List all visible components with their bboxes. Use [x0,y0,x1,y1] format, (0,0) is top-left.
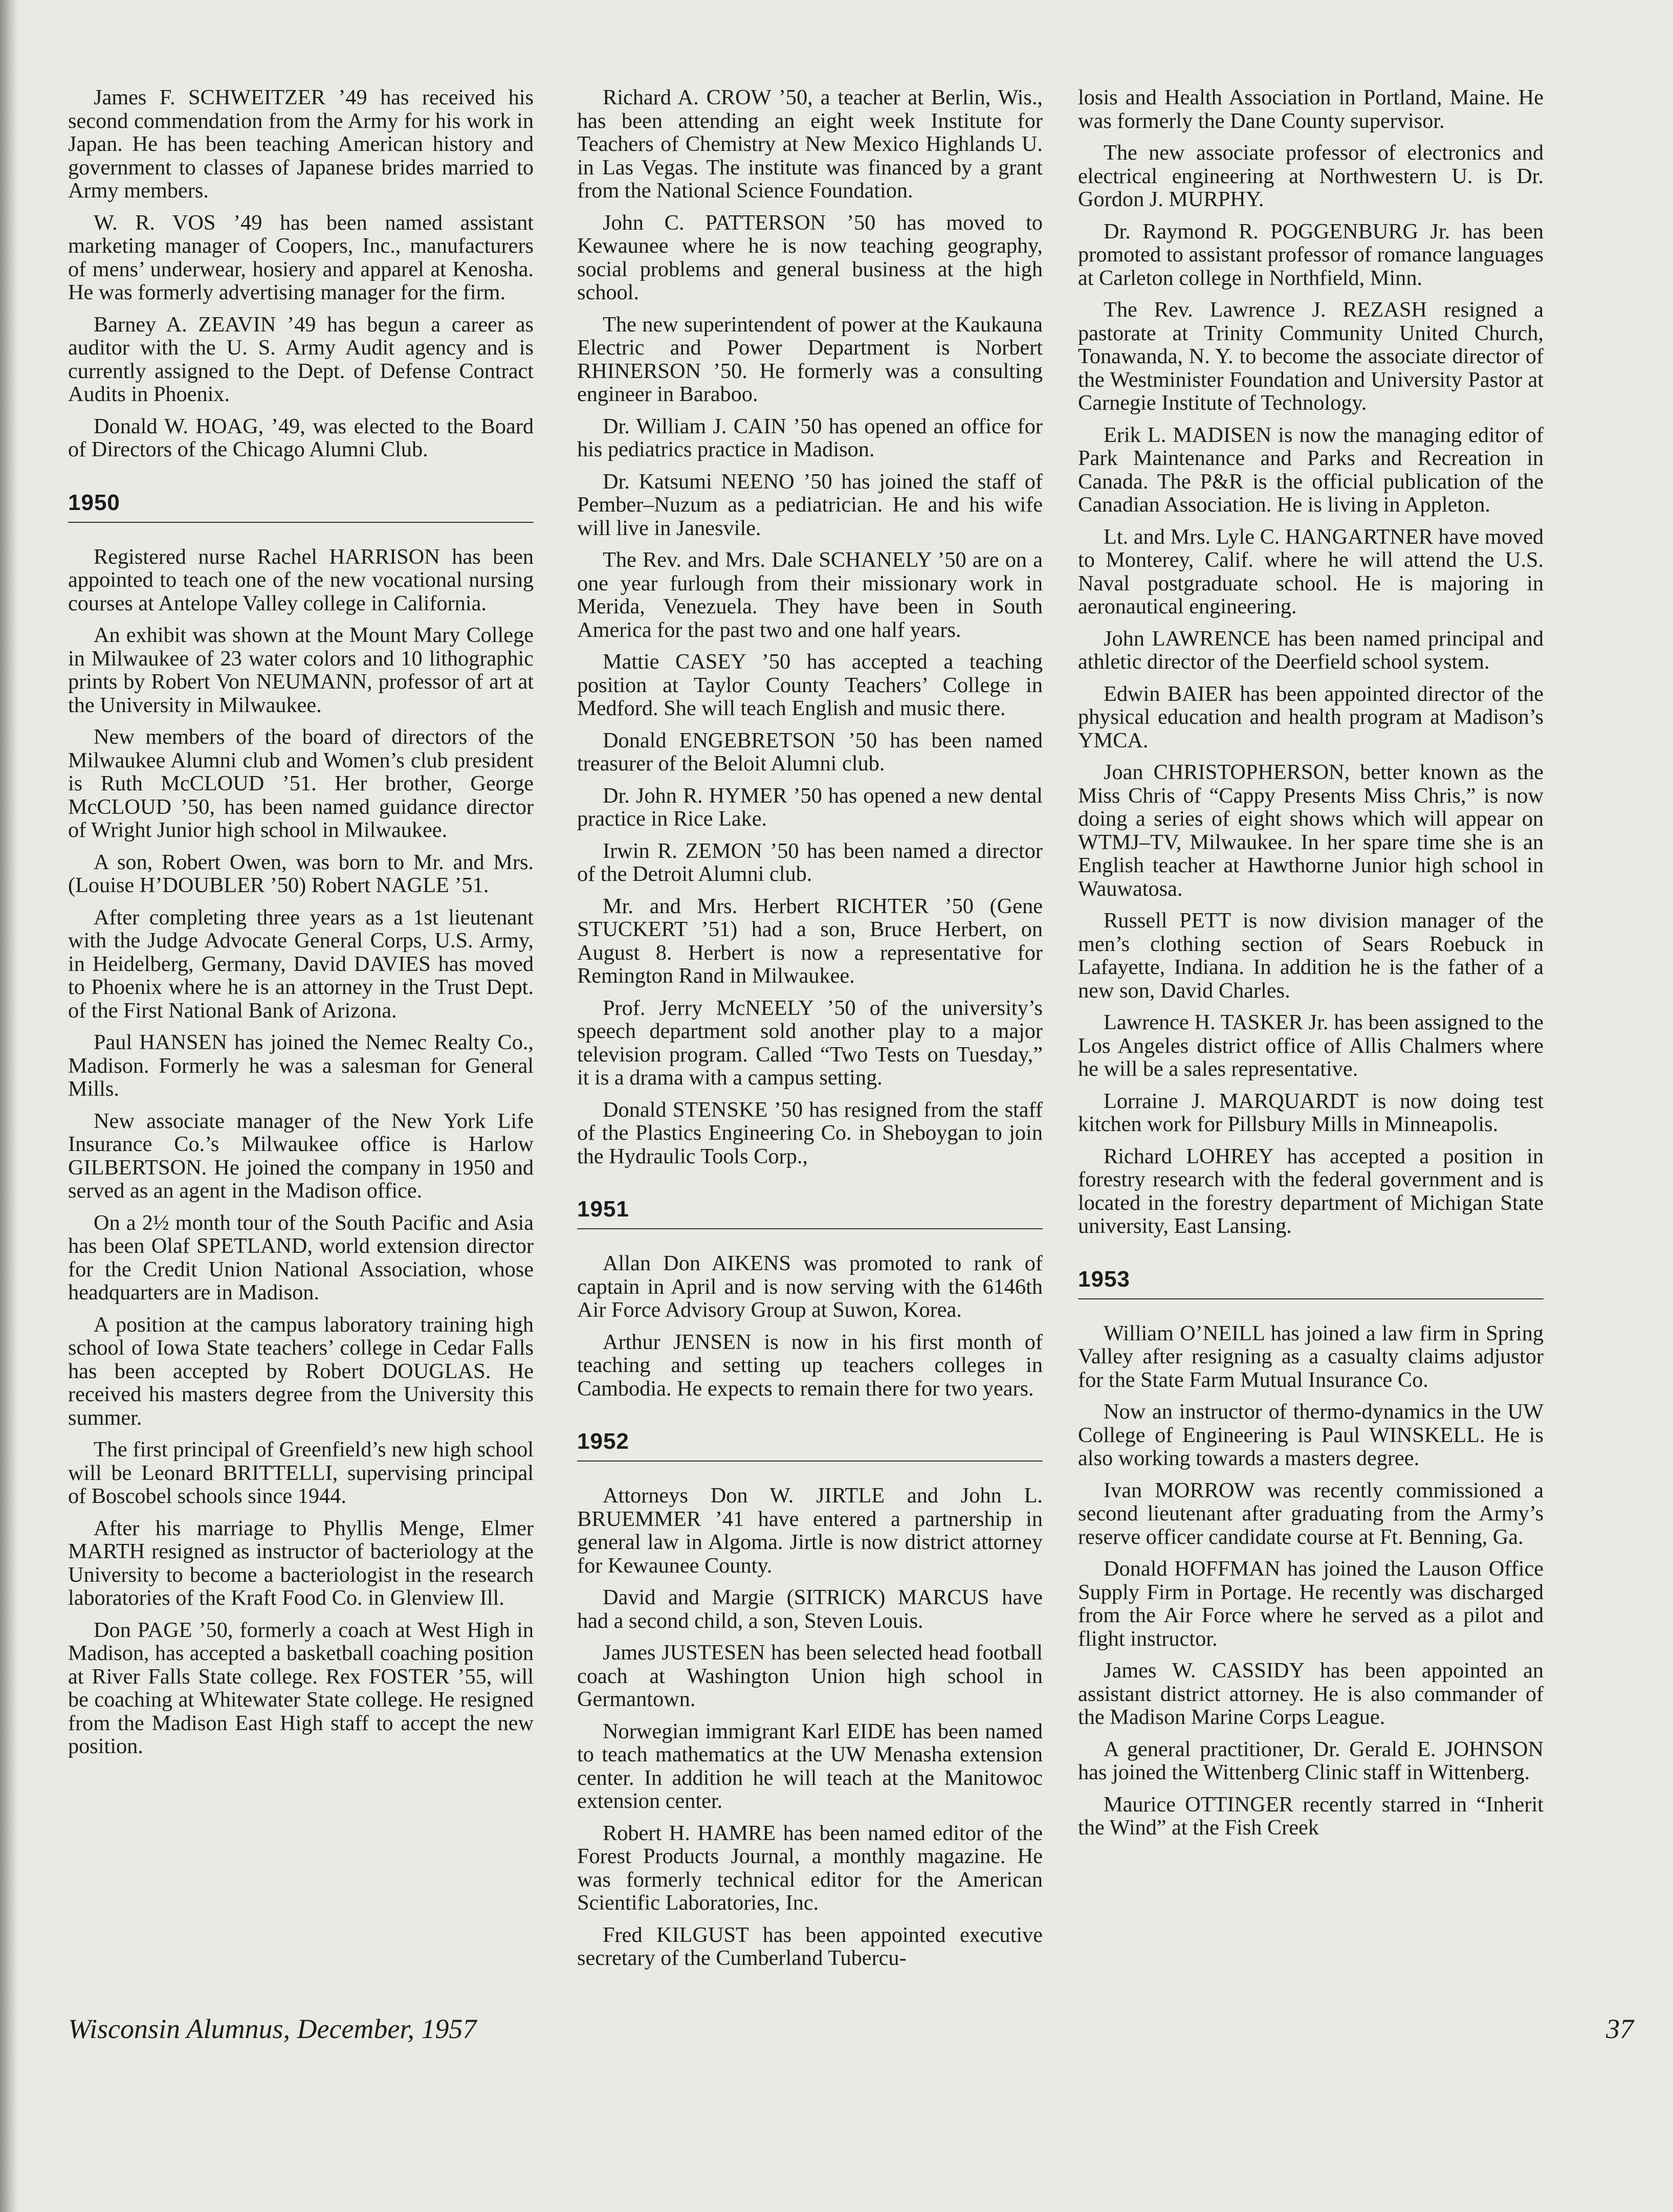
alumni-note: After completing three years as a 1st lieutenant with the Judge Advocate General Corps, U.S. Army, in Heidelberg, Germany, David DAVIES has moved to Phoenix where he is an attorney in the Trust Dept. of the First National Bank of Arizona. [68,905,534,1023]
year-heading: 1950 [68,490,534,523]
alumni-note: Dr. Katsumi NEENO ’50 has joined the staff of Pember–Nuzum as a pediatrician. He and his wife will live in Janesvile. [577,469,1043,540]
alumni-note: W. R. VOS ’49 has been named assistant marketing manager of Coopers, Inc., manufacturers of mens’ underwear, hosiery and apparel at Kenosha. He was formerly advertising manager for the firm. [68,210,534,304]
alumni-note: Donald ENGEBRETSON ’50 has been named treasurer of the Beloit Alumni club. [577,728,1043,776]
alumni-note: Attorneys Don W. JIRTLE and John L. BRUEMMER ’41 have entered a partnership in general law in Algoma. Jirtle is now district attorney for Kewaunee County. [577,1484,1043,1578]
alumni-note: Dr. William J. CAIN ’50 has opened an office for his pediatrics practice in Madison. [577,414,1043,461]
alumni-note: James W. CASSIDY has been appointed an assistant district attorney. He is also commander of the Madison Marine Corps League. [1078,1658,1544,1729]
alumni-note: Now an instructor of thermo-dynamics in the UW College of Engineering is Paul WINSKELL. He is also working towards a masters degree. [1078,1400,1544,1470]
text-column-3 [1078,86,1544,1848]
alumni-note: Fred KILGUST has been appointed executive secretary of the Cumberland Tubercu- [577,1922,1043,1970]
alumni-note: A position at the campus laboratory training high school of Iowa State teachers’ college in Cedar Falls has been accepted by Robert DOUGLAS. He received his masters degree from the University this summer. [68,1312,534,1430]
year-heading: 1952 [577,1429,1043,1462]
alumni-note: Prof. Jerry McNEELY ’50 of the university’s speech department sold another play to a major television program. Called “Two Tests on Tuesday,” it is a drama with a campus setting. [577,996,1043,1090]
alumni-note: James F. SCHWEITZER ’49 has received his second commendation from the Army for his work in Japan. He has been teaching American history and government to classes of Japanese brides married to Army members. [68,85,534,203]
alumni-note: Don PAGE ’50, formerly a coach at West High in Madison, has accepted a basketball coaching position at River Falls State college. Rex FOSTER ’55, will be coaching at Whitewater State college. He resigned from the Madison East High staff to accept the new position. [68,1618,534,1758]
alumni-note: Lawrence H. TASKER Jr. has been assigned to the Los Angeles district office of Allis Chalmers where he will be a sales representative. [1078,1010,1544,1081]
alumni-note: A general practitioner, Dr. Gerald E. JOHNSON has joined the Wittenberg Clinic staff in Wittenberg. [1078,1737,1544,1784]
alumni-note: Donald STENSKE ’50 has resigned from the staff of the Plastics Engineering Co. in Sheboygan to join the Hydraulic Tools Corp., [577,1097,1043,1168]
alumni-note: Norwegian immigrant Karl EIDE has been named to teach mathematics at the UW Menasha extension center. In addition he will teach at the Manitowoc extension center. [577,1719,1043,1813]
alumni-note: Maurice OTTINGER recently starred in “Inherit the Wind” at the Fish Creek [1078,1792,1544,1840]
alumni-note: Arthur JENSEN is now in his first month of teaching and setting up teachers colleges in Cambodia. He expects to remain there for two years. [577,1330,1043,1401]
alumni-note: Irwin R. ZEMON ’50 has been named a director of the Detroit Alumni club. [577,838,1043,886]
alumni-note: Erik L. MADISEN is now the managing editor of Park Maintenance and Parks and Recreation in Canada. The P&R is the official publication of the Canadian Association. He is living in Appleton. [1078,423,1544,517]
alumni-note: Robert H. HAMRE has been named editor of the Forest Products Journal, a monthly magazine. He was formerly technical editor for the American Scientific Laboratories, Inc. [577,1821,1043,1915]
alumni-note: Ivan MORROW was recently commissioned a second lieutenant after graduating from the Army’s reserve officer candidate course at Ft. Benning, Ga. [1078,1478,1544,1549]
alumni-note: The new superintendent of power at the Kaukauna Electric and Power Department is Norbert RHINERSON ’50. He formerly was a consulting engineer in Baraboo. [577,312,1043,406]
alumni-note: Lorraine J. MARQUARDT is now doing test kitchen work for Pillsbury Mills in Minneapolis. [1078,1089,1544,1136]
alumni-note: Edwin BAIER has been appointed director of the physical education and health program at Madison’s YMCA. [1078,681,1544,753]
alumni-note: Dr. John R. HYMER ’50 has opened a new dental practice in Rice Lake. [577,783,1043,831]
alumni-note: Donald HOFFMAN has joined the Lauson Office Supply Firm in Portage. He recently was discharged from the Air Force where he served as a pilot and flight instructor. [1078,1557,1544,1651]
alumni-note: Joan CHRISTOPHERSON, better known as the Miss Chris of “Cappy Presents Miss Chris,” is now doing a series of eight shows which will appear on WTMJ–TV, Milwaukee. In her spare time she is an English teacher at Hawthorne Junior high school in Wauwatosa. [1078,760,1544,901]
alumni-note: Paul HANSEN has joined the Nemec Realty Co., Madison. Formerly he was a salesman for General Mills. [68,1030,534,1101]
alumni-note: James JUSTESEN has been selected head football coach at Washington Union high school in Germantown. [577,1641,1043,1711]
alumni-note: Russell PETT is now division manager of the men’s clothing section of Sears Roebuck in Lafayette, Indiana. In addition he is the father of a new son, David Charles. [1078,909,1544,1003]
text-column-2 [577,86,1043,1979]
alumni-note: Dr. Raymond R. POGGENBURG Jr. has been promoted to assistant professor of romance languages at Carleton college in Northfield, Minn. [1078,219,1544,290]
alumni-note: William O’NEILL has joined a law firm in Spring Valley after resigning as a casualty claims adjustor for the State Farm Mutual Insurance Co. [1078,1321,1544,1392]
alumni-note: Richard LOHREY has accepted a position in forestry research with the federal government and is located in the forestry department of Michigan State university, East Lansing. [1078,1144,1544,1238]
page-number: 37 [1606,2014,1634,2044]
page-binding-edge [0,0,18,2212]
alumni-note: The first principal of Greenfield’s new high school will be Leonard BRITTELLI, supervising principal of Boscobel schools since 1944. [68,1437,534,1508]
alumni-note: David and Margie (SITRICK) MARCUS have had a second child, a son, Steven Louis. [577,1585,1043,1633]
alumni-note: Richard A. CROW ’50, a teacher at Berlin, Wis., has been attending an eight week Institute for Teachers of Chemistry at New Mexico Highlands U. in Las Vegas. The institute was financed by a grant from the National Science Foundation. [577,85,1043,203]
page-footer [68,2013,1634,2049]
alumni-note: Lt. and Mrs. Lyle C. HANGARTNER have moved to Monterey, Calif. where he will attend the U.S. Naval postgraduate school. He is majoring in aeronautical engineering. [1078,524,1544,618]
alumni-note: A son, Robert Owen, was born to Mr. and Mrs. (Louise H’DOUBLER ’50) Robert NAGLE ’51. [68,850,534,897]
alumni-note: John LAWRENCE has been named principal and athletic director of the Deerfield school system. [1078,626,1544,674]
alumni-note: Barney A. ZEAVIN ’49 has begun a career as auditor with the U. S. Army Audit agency and is currently assigned to the Dept. of Defense Contract Audits in Phoenix. [68,312,534,406]
alumni-note: On a 2½ month tour of the South Pacific and Asia has been Olaf SPETLAND, world extension director for the Credit Union National Association, whose headquarters are in Madison. [68,1210,534,1304]
year-heading: 1951 [577,1197,1043,1229]
alumni-note: Allan Don AIKENS was promoted to rank of captain in April and is now serving with the 6146th Air Force Advisory Group at Suwon, Korea. [577,1251,1043,1322]
alumni-note: Mr. and Mrs. Herbert RICHTER ’50 (Gene STUCKERT ’51) had a son, Bruce Herbert, on August 8. Herbert is now a representative for Remington Rand in Milwaukee. [577,894,1043,988]
year-heading: 1953 [1078,1267,1544,1299]
alumni-note: An exhibit was shown at the Mount Mary College in Milwaukee of 23 water colors and 10 lithographic prints by Robert Von NEUMANN, professor of art at the University in Milwaukee. [68,623,534,717]
alumni-note: Registered nurse Rachel HARRISON has been appointed to teach one of the new vocational nursing courses at Antelope Valley college in California. [68,544,534,615]
alumni-note: New associate manager of the New York Life Insurance Co.’s Milwaukee office is Harlow GILBERTSON. He joined the company in 1950 and served as an agent in the Madison office. [68,1109,534,1203]
alumni-note: losis and Health Association in Portland, Maine. He was formerly the Dane County supervisor. [1078,85,1544,133]
text-column-1 [68,86,534,1767]
alumni-note: The Rev. Lawrence J. REZASH resigned a pastorate at Trinity Community United Church, Tonawanda, N. Y. to become the associate director of the Westminister Foundation and University Pastor at Carnegie Institute of Technology. [1078,298,1544,415]
publication-title: Wisconsin Alumnus, December, 1957 [68,2014,477,2044]
alumni-note: The new associate professor of electronics and electrical engineering at Northwestern U. is Dr. Gordon J. MURPHY. [1078,141,1544,211]
alumni-note: Donald W. HOAG, ’49, was elected to the Board of Directors of the Chicago Alumni Club. [68,414,534,461]
alumni-note: Mattie CASEY ’50 has accepted a teaching position at Taylor County Teachers’ College in Medford. She will teach English and music there. [577,650,1043,720]
alumni-note: John C. PATTERSON ’50 has moved to Kewaunee where he is now teaching geography, social problems and general business at the high school. [577,210,1043,304]
alumni-note: The Rev. and Mrs. Dale SCHANELY ’50 are on a one year furlough from their missionary work in Merida, Venezuela. They have been in South America for the past two and one half years. [577,548,1043,642]
alumni-note: New members of the board of directors of the Milwaukee Alumni club and Women’s club president is Ruth McCLOUD ’51. Her brother, George McCLOUD ’50, has been named guidance director of Wright Junior high school in Milwaukee. [68,725,534,842]
alumni-note: After his marriage to Phyllis Menge, Elmer MARTH resigned as instructor of bacteriology at the University to become a bacteriologist in the research laboratories of the Kraft Food Co. in Glenview Ill. [68,1516,534,1610]
